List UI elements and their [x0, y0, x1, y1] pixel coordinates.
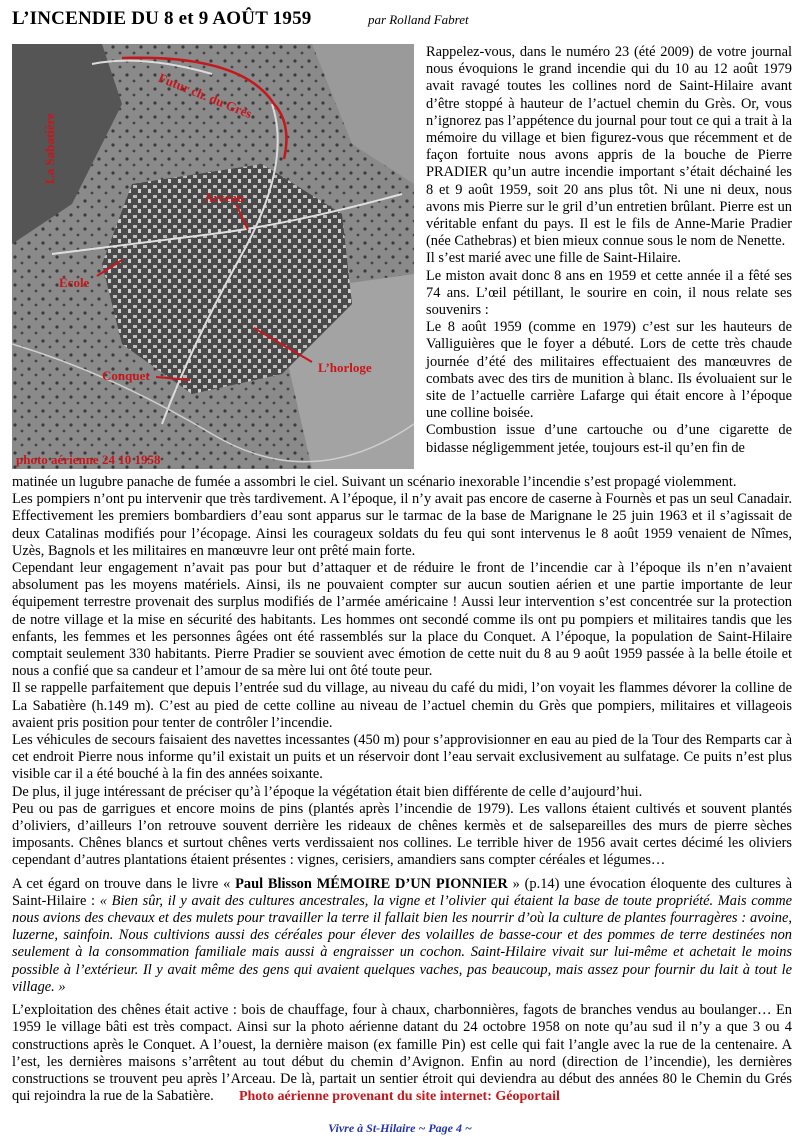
- paragraph: Combustion issue d’une cartouche ou d’une cigarette de bidasse négligemment jetée, toujours est-il qu’en fin de: [426, 422, 792, 456]
- paragraph: Peu ou pas de garrigues et encore moins de pins (plantés après l’incendie de 1979). Les vallons étaient cultivés et souvent plantés d’oliviers, d’ailleurs l’on retrouve souvent derrière les rideaux de chênes kermès et de salsepareilles des murs de pierre sèches imposants. Chênes blancs et surtout chênes verts verdissaient nos collines. Le terrible hiver de 1956 avait certes décimé les oliviers cependant d’autres plantations étaient présentes : vignes, cerisiers, amandiers sans compter céréales et légumes…: [12, 800, 792, 869]
- article-title: L’INCENDIE DU 8 et 9 AOÛT 1959: [12, 8, 312, 29]
- paragraph: Les pompiers n’ont pu intervenir que très tardivement. A l’époque, il n’y avait pas encore de caserne à Fournès et pas un seul Canadair. Effectivement les premiers bombardiers d’eau sont apparus sur le tarmac de la base de Marignane le 25 juin 1963 et il s’agissait de deux Catalinas modifiés pour l’écopage. Ainsi les courageux soldats du feu qui sont intervenus le 8 août 1959 venaient de Nîmes, Uzès, Bagnols et les militaires en manœuvre leur ont prêté main forte.: [12, 491, 792, 559]
- photo-source: Photo aérienne provenant du site internet: Géoportail: [238, 1089, 560, 1105]
- paragraph: Le 8 août 1959 (comme en 1979) c’est sur les hauteurs de Valliguières que le foyer a débuté. Lors de cette très chaude journée d’été des militaires effectuaient des manœuvres de combats avec des tirs de munition à blanc. Ils évoluaient sur le site de l’actuelle carrière Lafarge qui était encore à l’époque une colline boisée.: [426, 319, 792, 422]
- right-column-text: [426, 44, 792, 457]
- paragraph: Les véhicules de secours faisaient des navettes incessantes (450 m) pour s’approvisionner en eau au pied de la Tour des Remparts car à cet endroit Pierre nous informe qu’il existait un puits et un réservoir dont l’eau servait exclusivement au sulfatage. Ce puits n’est plus visible car il a été bouché à la fin des années soixante.: [12, 732, 792, 783]
- label-conquet: Conquet: [102, 368, 150, 383]
- label-futur-chemin: Futur ch. du Grès: [156, 70, 255, 122]
- paragraph: Il s’est marié avec une fille de Saint-Hilaire.: [426, 250, 681, 267]
- paragraph: Cependant leur engagement n’avait pas pour but d’attaquer et de réduire le front de l’incendie car à l’époque ils n’en n’avaient absolument pas les moyens matériels. Ainsi, ils ne pouvaient compter sur aucun soutien aérien et une partie importante de leur équipement terrestre provenait des surplus modifiés de l’armée américaine ! Aussi leur intervention s’est concentrée sur la protection de notre village et la mise en sécurité des habitants. Les hommes ont secondé comme ils ont pu pompiers et militaires tandis que les enfants, les femmes et les personnes âgées ont été rassemblés sur la place du Conquet. A l’époque, la population de Saint-Hilaire comptait seulement 330 habitants. Pierre Pradier se souvient avec émotion de cette nuit du 8 au 9 août 1959 passée à la belle étoile et nous a confié que sa candeur et l’amour de sa mère lui ont ôté toute peur.: [12, 560, 792, 680]
- book-title: Paul Blisson MÉMOIRE D’UN PIONNIER: [235, 875, 508, 892]
- label-horloge: L’horloge: [318, 360, 372, 375]
- paragraph: Le miston avait donc 8 ans en 1959 et cette année il a fêté ses 74 ans. L’œil pétillant, le sourire en coin, il nous relate ses souvenirs :: [426, 267, 792, 319]
- photo-caption: photo aérienne 24 10 1958: [16, 452, 161, 467]
- paragraph: matinée un lugubre panache de fumée a assombri le ciel. Suivant un scénario inexorable l’incendie s’est propagé violemment.: [12, 474, 737, 490]
- page-footer: Vivre à St-Hilaire ~ Page 4 ~: [328, 1121, 472, 1135]
- article-header: [12, 8, 792, 38]
- last-paragraph: [12, 1002, 792, 1105]
- book-after-title: » (p.14) une évocation éloquente des cultures à Saint-Hilaire :: [12, 875, 793, 909]
- paragraph: Il se rappelle parfaitement que depuis l’entrée sud du village, au niveau du café du midi, l’on voyait les flammes dévorer la colline de La Sabatière (h.149 m). C’est au pied de cette colline au niveau de l’actuel chemin du Grès que pompiers, militaires et villageois avaient pris position pour tenter de contrôler l’incendie.: [12, 680, 792, 731]
- paragraph: Rappelez-vous, dans le numéro 23 (été 2009) de votre journal nous évoquions le grand incendie qui du 10 au 12 août 1979 avait ravagé toutes les collines nord de Saint-Hilaire avant d’être stoppé à hauteur de l’actuel chemin du Grès. Or, vous n’ignorez pas l’appétence du journal pour tout ce qui a trait à la mémoire du village et bien figurez-vous que récemment et de façon fortuite nous avons appris de la bouche de Pierre PRADIER qu’un autre incendie important s’était déchainé les 8 et 9 août 1959, soit 20 ans plus tôt. Ni une ni deux, nous avons mis Pierre sur le gril d’un entretien brûlant. Pierre est un véritable enfant du pays. Il est le fils de Anne-Marie Pradier (née Cathebras) et bien mieux connue sous le nom de Nenette.: [426, 44, 792, 250]
- book-quote-paragraph: [12, 876, 792, 996]
- full-width-text: [12, 474, 792, 1105]
- aerial-photo: [12, 44, 414, 469]
- last-paragraph-text: L’exploitation des chênes était active : bois de chauffage, four à chaux, charbonnières, fagots de branches vendus au boulanger… En 1959 le village bâti est très compact. Ainsi sur la photo aérienne datant du 24 octobre 1958 on note qu’au sud il n’y a que 3 ou 4 constructions après le Conquet. A l’ouest, la dernière maison (ex famille Pin) est celle qui fait l’angle avec la rue de la centenaire. A l’est, les dernières maisons s’arrêtent au tout début du chemin d’Avignon. Enfin au nord (direction de l’incendie), les dernières constructions se trouvent peu après l’Arceau. De là, partait un sentier étroit qui deviendra au début des années 80 le Chemin du Grés qui rejoindra la rue de la Sabatière.: [12, 1002, 792, 1105]
- book-quote: « Bien sûr, il y avait des cultures ancestrales, la vigne et l’olivier qui étaient la base de toute propriété. Mais comme nous avions des chevaux et des mulets pour travailler la terre il fallait bien les nourrir d’où la culture de plantes fourragères : avoine, luzerne, sainfoin. Nous cultivions aussi des céréales pour élever des volailles de basse-cour et des pommes de terre destinées non seulement à la consommation familiale mais aussi à engraisser un cochon. Saint-Hilaire vivait sur lui-même et achetait le moins possible à l’extérieur. Il y avait même des gens qui avaient quelques vaches, pas beaucoup, mais assez pour fournir du lait à tout le village. »: [12, 892, 792, 995]
- paragraph: De plus, il juge intéressant de préciser qu’à l’époque la végétation était bien différente de celle d’aujourd’hui.: [12, 783, 643, 800]
- article-byline: par Rolland Fabret: [368, 12, 469, 27]
- label-ecole: École: [59, 275, 90, 290]
- book-intro: A cet égard on trouve dans le livre «: [12, 875, 236, 892]
- label-sabatiere: La Sabatière: [42, 113, 57, 184]
- label-arceau: Arceau: [204, 190, 245, 205]
